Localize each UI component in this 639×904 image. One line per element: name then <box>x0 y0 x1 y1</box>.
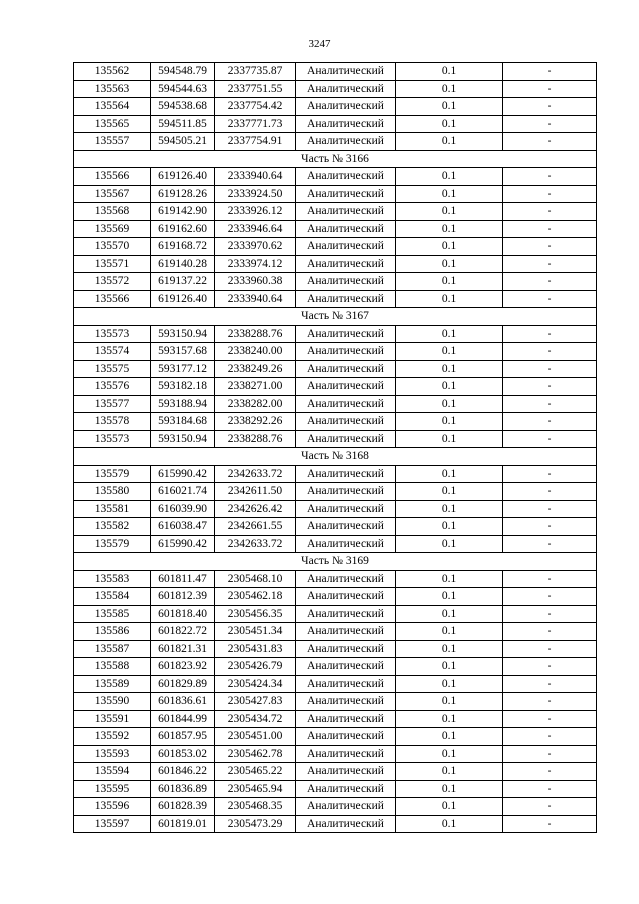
y-coordinate-cell: 2338288.76 <box>215 325 296 343</box>
y-coordinate-cell: 2338292.26 <box>215 413 296 431</box>
accuracy-cell: 0.1 <box>396 115 503 133</box>
table-row <box>74 168 597 186</box>
method-cell: Аналитический <box>296 80 396 98</box>
y-coordinate-cell: 2333924.50 <box>215 185 296 203</box>
method-cell: Аналитический <box>296 815 396 833</box>
coordinates-table <box>73 62 597 833</box>
accuracy-cell: 0.1 <box>396 238 503 256</box>
accuracy-cell: 0.1 <box>396 798 503 816</box>
y-coordinate-cell: 2305451.34 <box>215 623 296 641</box>
note-cell: - <box>503 500 597 518</box>
x-coordinate-cell: 601822.72 <box>151 623 215 641</box>
method-cell: Аналитический <box>296 273 396 291</box>
table-row <box>74 710 597 728</box>
point-number-cell: 135579 <box>74 535 151 553</box>
note-cell: - <box>503 483 597 501</box>
accuracy-cell: 0.1 <box>396 658 503 676</box>
table-row <box>74 203 597 221</box>
method-cell: Аналитический <box>296 255 396 273</box>
accuracy-cell: 0.1 <box>396 570 503 588</box>
note-cell: - <box>503 588 597 606</box>
table-row <box>74 465 597 483</box>
accuracy-cell: 0.1 <box>396 413 503 431</box>
x-coordinate-cell: 601857.95 <box>151 728 215 746</box>
x-coordinate-cell: 616038.47 <box>151 518 215 536</box>
point-number-cell: 135588 <box>74 658 151 676</box>
table-row <box>74 518 597 536</box>
point-number-cell: 135562 <box>74 63 151 81</box>
y-coordinate-cell: 2305468.35 <box>215 798 296 816</box>
method-cell: Аналитический <box>296 465 396 483</box>
method-cell: Аналитический <box>296 745 396 763</box>
method-cell: Аналитический <box>296 185 396 203</box>
point-number-cell: 135579 <box>74 465 151 483</box>
point-number-cell: 135596 <box>74 798 151 816</box>
accuracy-cell: 0.1 <box>396 133 503 151</box>
y-coordinate-cell: 2333960.38 <box>215 273 296 291</box>
note-cell: - <box>503 290 597 308</box>
note-cell: - <box>503 605 597 623</box>
accuracy-cell: 0.1 <box>396 728 503 746</box>
method-cell: Аналитический <box>296 290 396 308</box>
x-coordinate-cell: 594505.21 <box>151 133 215 151</box>
accuracy-cell: 0.1 <box>396 255 503 273</box>
accuracy-cell: 0.1 <box>396 588 503 606</box>
y-coordinate-cell: 2337735.87 <box>215 63 296 81</box>
point-number-cell: 135566 <box>74 168 151 186</box>
note-cell: - <box>503 133 597 151</box>
accuracy-cell: 0.1 <box>396 745 503 763</box>
note-cell: - <box>503 63 597 81</box>
point-number-cell: 135573 <box>74 430 151 448</box>
table-row <box>74 728 597 746</box>
y-coordinate-cell: 2338282.00 <box>215 395 296 413</box>
point-number-cell: 135570 <box>74 238 151 256</box>
method-cell: Аналитический <box>296 360 396 378</box>
point-number-cell: 135597 <box>74 815 151 833</box>
table-row <box>74 273 597 291</box>
table-row <box>74 80 597 98</box>
note-cell: - <box>503 815 597 833</box>
y-coordinate-cell: 2342626.42 <box>215 500 296 518</box>
note-cell: - <box>503 203 597 221</box>
point-number-cell: 135577 <box>74 395 151 413</box>
y-coordinate-cell: 2305427.83 <box>215 693 296 711</box>
accuracy-cell: 0.1 <box>396 273 503 291</box>
x-coordinate-cell: 601836.61 <box>151 693 215 711</box>
x-coordinate-cell: 619137.22 <box>151 273 215 291</box>
y-coordinate-cell: 2333940.64 <box>215 168 296 186</box>
table-row <box>74 483 597 501</box>
section-title: Часть № 3167 <box>74 308 597 326</box>
y-coordinate-cell: 2338240.00 <box>215 343 296 361</box>
method-cell: Аналитический <box>296 658 396 676</box>
method-cell: Аналитический <box>296 710 396 728</box>
point-number-cell: 135593 <box>74 745 151 763</box>
accuracy-cell: 0.1 <box>396 500 503 518</box>
note-cell: - <box>503 395 597 413</box>
method-cell: Аналитический <box>296 133 396 151</box>
note-cell: - <box>503 675 597 693</box>
note-cell: - <box>503 115 597 133</box>
note-cell: - <box>503 378 597 396</box>
x-coordinate-cell: 593150.94 <box>151 325 215 343</box>
accuracy-cell: 0.1 <box>396 430 503 448</box>
note-cell: - <box>503 220 597 238</box>
point-number-cell: 135566 <box>74 290 151 308</box>
y-coordinate-cell: 2342633.72 <box>215 535 296 553</box>
accuracy-cell: 0.1 <box>396 605 503 623</box>
method-cell: Аналитический <box>296 325 396 343</box>
x-coordinate-cell: 615990.42 <box>151 465 215 483</box>
table-row <box>74 98 597 116</box>
y-coordinate-cell: 2342661.55 <box>215 518 296 536</box>
y-coordinate-cell: 2305424.34 <box>215 675 296 693</box>
table-row <box>74 378 597 396</box>
method-cell: Аналитический <box>296 220 396 238</box>
method-cell: Аналитический <box>296 640 396 658</box>
point-number-cell: 135592 <box>74 728 151 746</box>
accuracy-cell: 0.1 <box>396 185 503 203</box>
x-coordinate-cell: 593184.68 <box>151 413 215 431</box>
table-row <box>74 640 597 658</box>
x-coordinate-cell: 619162.60 <box>151 220 215 238</box>
y-coordinate-cell: 2337771.73 <box>215 115 296 133</box>
x-coordinate-cell: 601818.40 <box>151 605 215 623</box>
table-row <box>74 535 597 553</box>
table-row <box>74 815 597 833</box>
y-coordinate-cell: 2305434.72 <box>215 710 296 728</box>
point-number-cell: 135563 <box>74 80 151 98</box>
x-coordinate-cell: 593182.18 <box>151 378 215 396</box>
method-cell: Аналитический <box>296 588 396 606</box>
table-row <box>74 325 597 343</box>
x-coordinate-cell: 601823.92 <box>151 658 215 676</box>
note-cell: - <box>503 798 597 816</box>
note-cell: - <box>503 343 597 361</box>
method-cell: Аналитический <box>296 395 396 413</box>
accuracy-cell: 0.1 <box>396 710 503 728</box>
accuracy-cell: 0.1 <box>396 80 503 98</box>
table-row <box>74 605 597 623</box>
table-row <box>74 413 597 431</box>
point-number-cell: 135568 <box>74 203 151 221</box>
x-coordinate-cell: 593150.94 <box>151 430 215 448</box>
method-cell: Аналитический <box>296 483 396 501</box>
table-row <box>74 343 597 361</box>
table-row <box>74 588 597 606</box>
point-number-cell: 135587 <box>74 640 151 658</box>
accuracy-cell: 0.1 <box>396 693 503 711</box>
table-row <box>74 745 597 763</box>
note-cell: - <box>503 710 597 728</box>
x-coordinate-cell: 601846.22 <box>151 763 215 781</box>
table-row <box>74 780 597 798</box>
table-row <box>74 430 597 448</box>
note-cell: - <box>503 780 597 798</box>
y-coordinate-cell: 2338288.76 <box>215 430 296 448</box>
accuracy-cell: 0.1 <box>396 395 503 413</box>
x-coordinate-cell: 619128.26 <box>151 185 215 203</box>
section-header-row <box>74 150 597 168</box>
page-number: 3247 <box>308 38 331 50</box>
y-coordinate-cell: 2338249.26 <box>215 360 296 378</box>
point-number-cell: 135594 <box>74 763 151 781</box>
accuracy-cell: 0.1 <box>396 535 503 553</box>
x-coordinate-cell: 594544.63 <box>151 80 215 98</box>
method-cell: Аналитический <box>296 675 396 693</box>
section-title: Часть № 3166 <box>74 150 597 168</box>
y-coordinate-cell: 2342633.72 <box>215 465 296 483</box>
table-row <box>74 290 597 308</box>
section-title: Часть № 3168 <box>74 448 597 466</box>
y-coordinate-cell: 2337754.91 <box>215 133 296 151</box>
x-coordinate-cell: 594538.68 <box>151 98 215 116</box>
note-cell: - <box>503 693 597 711</box>
method-cell: Аналитический <box>296 693 396 711</box>
accuracy-cell: 0.1 <box>396 290 503 308</box>
x-coordinate-cell: 616021.74 <box>151 483 215 501</box>
y-coordinate-cell: 2333974.12 <box>215 255 296 273</box>
coordinates-table-body <box>74 63 597 833</box>
accuracy-cell: 0.1 <box>396 98 503 116</box>
x-coordinate-cell: 601819.01 <box>151 815 215 833</box>
x-coordinate-cell: 594548.79 <box>151 63 215 81</box>
method-cell: Аналитический <box>296 763 396 781</box>
y-coordinate-cell: 2305462.78 <box>215 745 296 763</box>
note-cell: - <box>503 238 597 256</box>
note-cell: - <box>503 255 597 273</box>
table-row <box>74 798 597 816</box>
method-cell: Аналитический <box>296 623 396 641</box>
table-row <box>74 395 597 413</box>
y-coordinate-cell: 2333926.12 <box>215 203 296 221</box>
method-cell: Аналитический <box>296 798 396 816</box>
method-cell: Аналитический <box>296 570 396 588</box>
note-cell: - <box>503 273 597 291</box>
note-cell: - <box>503 325 597 343</box>
note-cell: - <box>503 80 597 98</box>
method-cell: Аналитический <box>296 430 396 448</box>
point-number-cell: 135581 <box>74 500 151 518</box>
accuracy-cell: 0.1 <box>396 465 503 483</box>
accuracy-cell: 0.1 <box>396 483 503 501</box>
section-title: Часть № 3169 <box>74 553 597 571</box>
accuracy-cell: 0.1 <box>396 640 503 658</box>
note-cell: - <box>503 168 597 186</box>
accuracy-cell: 0.1 <box>396 203 503 221</box>
point-number-cell: 135582 <box>74 518 151 536</box>
method-cell: Аналитический <box>296 378 396 396</box>
point-number-cell: 135590 <box>74 693 151 711</box>
table-row <box>74 623 597 641</box>
table-row <box>74 500 597 518</box>
method-cell: Аналитический <box>296 115 396 133</box>
note-cell: - <box>503 185 597 203</box>
y-coordinate-cell: 2305426.79 <box>215 658 296 676</box>
point-number-cell: 135571 <box>74 255 151 273</box>
note-cell: - <box>503 413 597 431</box>
point-number-cell: 135574 <box>74 343 151 361</box>
method-cell: Аналитический <box>296 605 396 623</box>
point-number-cell: 135591 <box>74 710 151 728</box>
y-coordinate-cell: 2337751.55 <box>215 80 296 98</box>
point-number-cell: 135573 <box>74 325 151 343</box>
note-cell: - <box>503 98 597 116</box>
x-coordinate-cell: 593177.12 <box>151 360 215 378</box>
note-cell: - <box>503 745 597 763</box>
method-cell: Аналитический <box>296 63 396 81</box>
accuracy-cell: 0.1 <box>396 360 503 378</box>
point-number-cell: 135585 <box>74 605 151 623</box>
y-coordinate-cell: 2333946.64 <box>215 220 296 238</box>
method-cell: Аналитический <box>296 518 396 536</box>
method-cell: Аналитический <box>296 780 396 798</box>
point-number-cell: 135569 <box>74 220 151 238</box>
x-coordinate-cell: 619126.40 <box>151 290 215 308</box>
table-row <box>74 693 597 711</box>
accuracy-cell: 0.1 <box>396 623 503 641</box>
point-number-cell: 135584 <box>74 588 151 606</box>
y-coordinate-cell: 2305456.35 <box>215 605 296 623</box>
method-cell: Аналитический <box>296 535 396 553</box>
y-coordinate-cell: 2305465.94 <box>215 780 296 798</box>
x-coordinate-cell: 601853.02 <box>151 745 215 763</box>
y-coordinate-cell: 2305468.10 <box>215 570 296 588</box>
method-cell: Аналитический <box>296 728 396 746</box>
accuracy-cell: 0.1 <box>396 343 503 361</box>
point-number-cell: 135595 <box>74 780 151 798</box>
y-coordinate-cell: 2305473.29 <box>215 815 296 833</box>
point-number-cell: 135575 <box>74 360 151 378</box>
y-coordinate-cell: 2305431.83 <box>215 640 296 658</box>
y-coordinate-cell: 2305465.22 <box>215 763 296 781</box>
point-number-cell: 135586 <box>74 623 151 641</box>
method-cell: Аналитический <box>296 168 396 186</box>
point-number-cell: 135564 <box>74 98 151 116</box>
x-coordinate-cell: 619168.72 <box>151 238 215 256</box>
point-number-cell: 135583 <box>74 570 151 588</box>
section-header-row <box>74 448 597 466</box>
x-coordinate-cell: 616039.90 <box>151 500 215 518</box>
accuracy-cell: 0.1 <box>396 378 503 396</box>
point-number-cell: 135567 <box>74 185 151 203</box>
x-coordinate-cell: 593188.94 <box>151 395 215 413</box>
table-row <box>74 133 597 151</box>
accuracy-cell: 0.1 <box>396 63 503 81</box>
accuracy-cell: 0.1 <box>396 675 503 693</box>
accuracy-cell: 0.1 <box>396 518 503 536</box>
accuracy-cell: 0.1 <box>396 815 503 833</box>
point-number-cell: 135557 <box>74 133 151 151</box>
table-row <box>74 570 597 588</box>
table-row <box>74 763 597 781</box>
x-coordinate-cell: 601812.39 <box>151 588 215 606</box>
section-header-row <box>74 553 597 571</box>
table-row <box>74 255 597 273</box>
table-row <box>74 675 597 693</box>
point-number-cell: 135572 <box>74 273 151 291</box>
table-row <box>74 238 597 256</box>
point-number-cell: 135589 <box>74 675 151 693</box>
note-cell: - <box>503 763 597 781</box>
table-row <box>74 658 597 676</box>
table-row <box>74 115 597 133</box>
x-coordinate-cell: 601844.99 <box>151 710 215 728</box>
x-coordinate-cell: 594511.85 <box>151 115 215 133</box>
y-coordinate-cell: 2305462.18 <box>215 588 296 606</box>
y-coordinate-cell: 2337754.42 <box>215 98 296 116</box>
y-coordinate-cell: 2342611.50 <box>215 483 296 501</box>
x-coordinate-cell: 601828.39 <box>151 798 215 816</box>
note-cell: - <box>503 570 597 588</box>
method-cell: Аналитический <box>296 98 396 116</box>
x-coordinate-cell: 593157.68 <box>151 343 215 361</box>
table-row <box>74 185 597 203</box>
point-number-cell: 135578 <box>74 413 151 431</box>
x-coordinate-cell: 601811.47 <box>151 570 215 588</box>
table-row <box>74 360 597 378</box>
method-cell: Аналитический <box>296 238 396 256</box>
y-coordinate-cell: 2333940.64 <box>215 290 296 308</box>
section-header-row <box>74 308 597 326</box>
note-cell: - <box>503 360 597 378</box>
accuracy-cell: 0.1 <box>396 168 503 186</box>
y-coordinate-cell: 2338271.00 <box>215 378 296 396</box>
note-cell: - <box>503 728 597 746</box>
method-cell: Аналитический <box>296 343 396 361</box>
x-coordinate-cell: 615990.42 <box>151 535 215 553</box>
point-number-cell: 135576 <box>74 378 151 396</box>
x-coordinate-cell: 619142.90 <box>151 203 215 221</box>
y-coordinate-cell: 2333970.62 <box>215 238 296 256</box>
method-cell: Аналитический <box>296 500 396 518</box>
x-coordinate-cell: 601836.89 <box>151 780 215 798</box>
note-cell: - <box>503 465 597 483</box>
x-coordinate-cell: 619140.28 <box>151 255 215 273</box>
note-cell: - <box>503 658 597 676</box>
method-cell: Аналитический <box>296 413 396 431</box>
note-cell: - <box>503 640 597 658</box>
accuracy-cell: 0.1 <box>396 220 503 238</box>
method-cell: Аналитический <box>296 203 396 221</box>
table-row <box>74 63 597 81</box>
accuracy-cell: 0.1 <box>396 763 503 781</box>
note-cell: - <box>503 518 597 536</box>
note-cell: - <box>503 623 597 641</box>
x-coordinate-cell: 601821.31 <box>151 640 215 658</box>
point-number-cell: 135565 <box>74 115 151 133</box>
note-cell: - <box>503 430 597 448</box>
note-cell: - <box>503 535 597 553</box>
accuracy-cell: 0.1 <box>396 780 503 798</box>
x-coordinate-cell: 601829.89 <box>151 675 215 693</box>
point-number-cell: 135580 <box>74 483 151 501</box>
y-coordinate-cell: 2305451.00 <box>215 728 296 746</box>
x-coordinate-cell: 619126.40 <box>151 168 215 186</box>
table-row <box>74 220 597 238</box>
accuracy-cell: 0.1 <box>396 325 503 343</box>
